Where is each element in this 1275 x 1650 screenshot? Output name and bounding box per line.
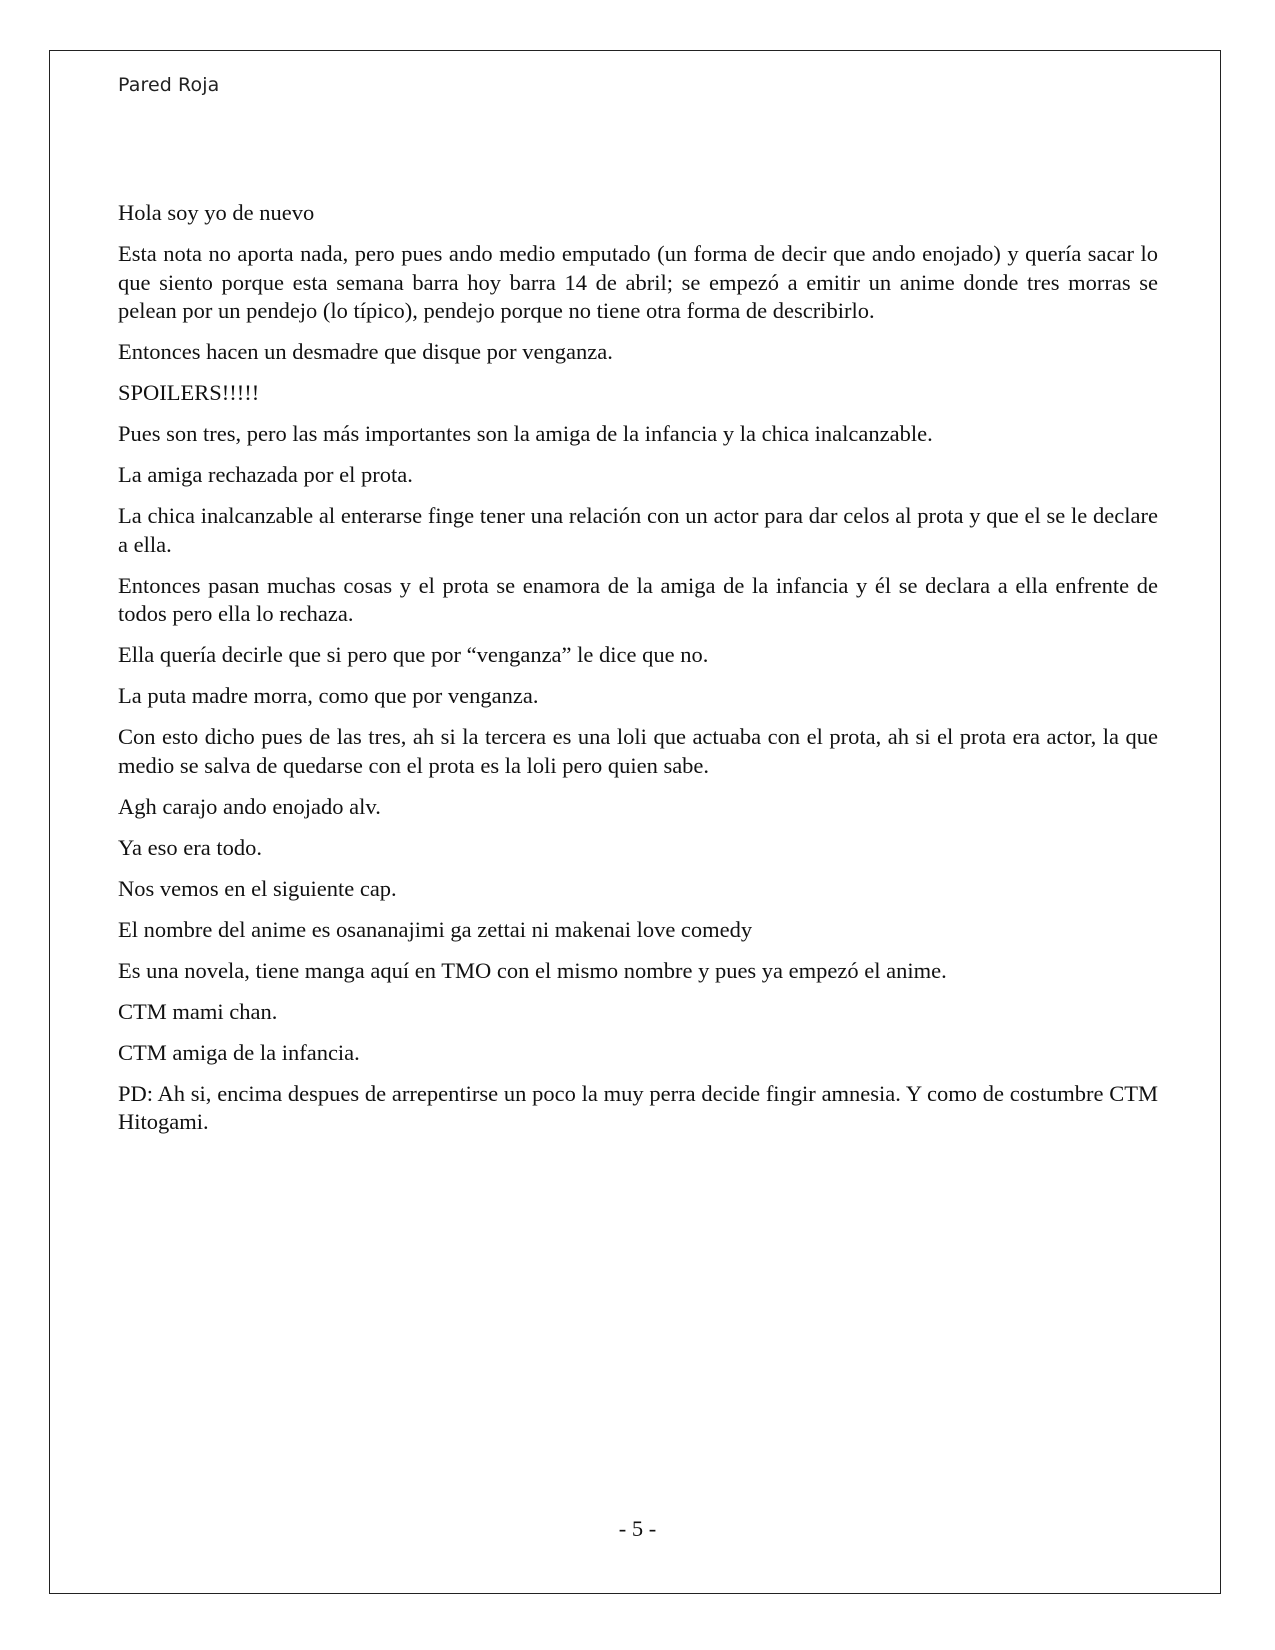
- paragraph: CTM amiga de la infancia.: [118, 1039, 360, 1065]
- paragraph: Con esto dicho pues de las tres, ah si la tercera es una loli que actuaba con el prota, ah si el prota era actor, la que medio se salva de quedarse con el prota es la loli pero quien sabe.: [118, 724, 1158, 778]
- paragraph: SPOILERS!!!!!: [118, 380, 260, 405]
- paragraph: Es una novela, tiene manga aquí en TMO con el mismo nombre y pues ya empezó el anime.: [118, 957, 947, 983]
- paragraph: Pues son tres, pero las más importantes son la amiga de la infancia y la chica inalcanzable.: [118, 421, 933, 446]
- paragraph: Entonces hacen un desmadre que disque por venganza.: [118, 339, 613, 364]
- paragraph: Nos vemos en el siguiente cap.: [118, 875, 397, 901]
- paragraph: El nombre del anime es osananajimi ga zettai ni makenai love comedy: [118, 916, 753, 942]
- paragraph: Entonces pasan muchas cosas y el prota se enamora de la amiga de la infancia y él se declara a ella enfrente de todos pero ella lo rechaza.: [118, 572, 1158, 626]
- document-body: [118, 199, 1158, 1149]
- paragraph: CTM mami chan.: [118, 998, 278, 1024]
- page-header: Pared Roja: [118, 74, 220, 96]
- paragraph: Agh carajo ando enojado alv.: [118, 793, 381, 819]
- paragraph: Ya eso era todo.: [118, 834, 262, 860]
- paragraph: Esta nota no aporta nada, pero pues ando medio emputado (un forma de decir que ando enojado) y quería sacar lo que siento porque esta semana barra hoy barra 14 de abril; se empezó a emitir un anime donde tres morras se pelean por un pendejo (lo típico), pendejo porque no tiene otra forma de describirlo.: [118, 241, 1158, 323]
- paragraph: La amiga rechazada por el prota.: [118, 462, 413, 487]
- paragraph: La chica inalcanzable al enterarse finge tener una relación con un actor para dar celos al prota y que el se le declare a ella.: [118, 503, 1158, 557]
- paragraph: PD: Ah si, encima despues de arrepentirse un poco la muy perra decide fingir amnesia. Y como de costumbre CTM Hitogami.: [118, 1080, 1158, 1134]
- paragraph: La puta madre morra, como que por venganza.: [118, 683, 539, 708]
- paragraph: Ella quería decirle que si pero que por “venganza” le dice que no.: [118, 642, 709, 667]
- page-number: - 5 -: [618, 1516, 657, 1541]
- paragraph: Hola soy yo de nuevo: [118, 200, 315, 225]
